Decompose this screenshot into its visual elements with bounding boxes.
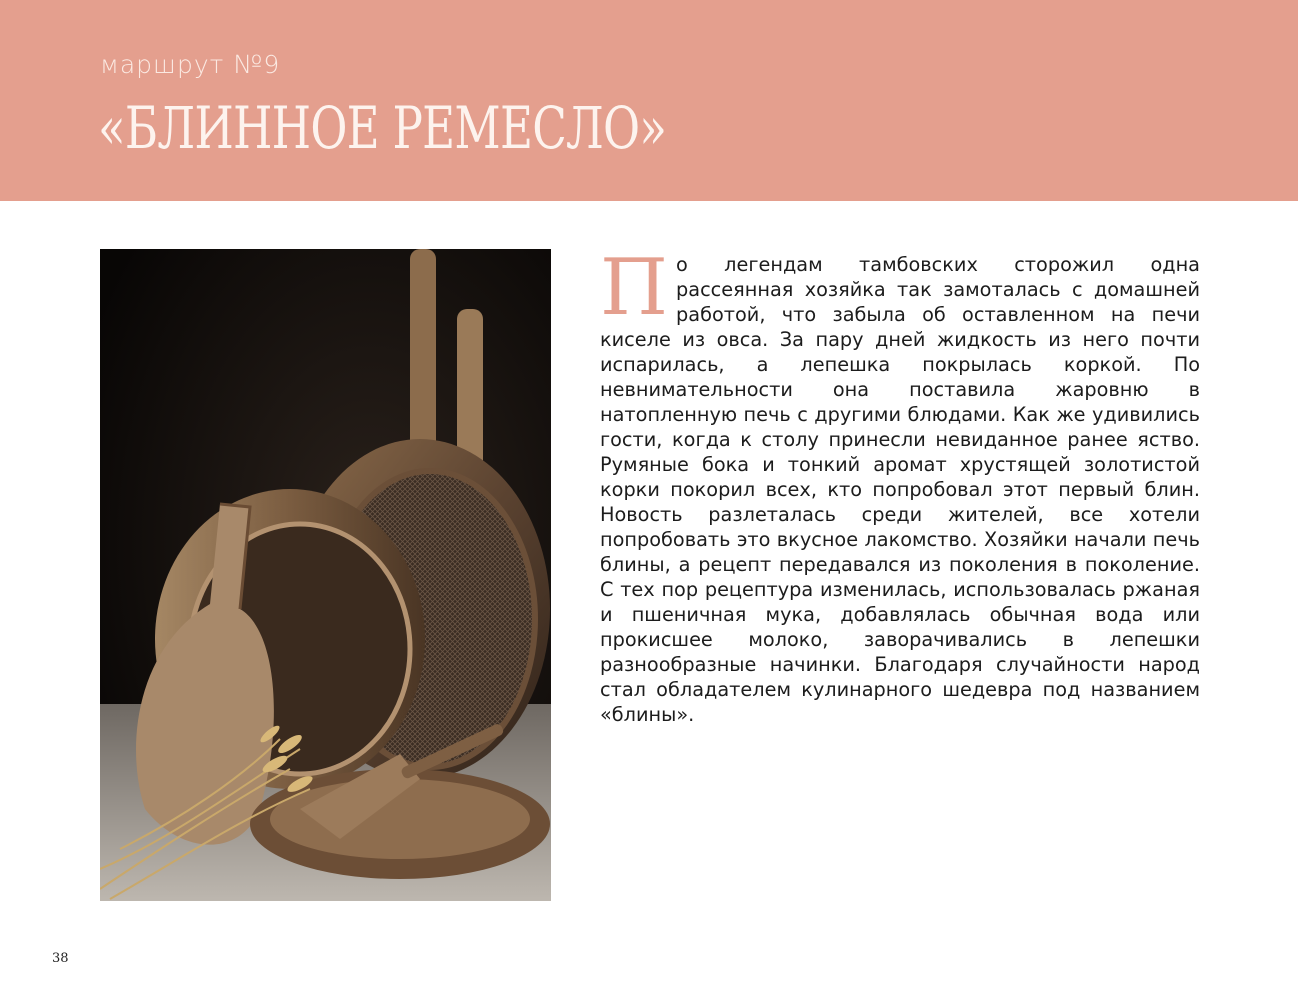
route-label: маршрут №9: [100, 50, 281, 79]
header-banner: [0, 0, 1298, 201]
article-text: [600, 243, 1200, 727]
page-number: 38: [52, 951, 69, 966]
drop-cap: П: [600, 243, 669, 333]
photo-wooden-sieves: [100, 249, 551, 901]
photo-illustration: [100, 249, 551, 901]
article-paragraph: о легендам тамбовских сторожил одна рассеянная хозяйка так замоталась с домашней работой, что забыла об оставленном на печи киселе из овса. За пару дней жидкость из него почти испарилась, а лепешка покрылась коркой. По невнимательности она поставила жаровню в натопленную печь с другими блюдами. Как же удивились гости, когда к столу принесли невиданное ранее яство. Румяные бока и тонкий аромат хрустящей золотистой корки покорил всех, кто попробовал этот первый блин. Новость разлеталась среди жителей, все хотели попробовать это вкусное лакомство. Хозяйки начали печь блины, а рецепт передавался из поколения в поколение. С тех пор рецептура изменилась, использовалась ржаная и пшеничная мука, добавлялась обычная вода или прокисшее молоко, заворачивались в лепешки разнообразные начинки. Благодаря случайности народ стал обладателем кулинарного шедевра под названием «блины».: [600, 253, 1200, 726]
page-title: «БЛИННОЕ РЕМЕСЛО»: [98, 94, 667, 162]
